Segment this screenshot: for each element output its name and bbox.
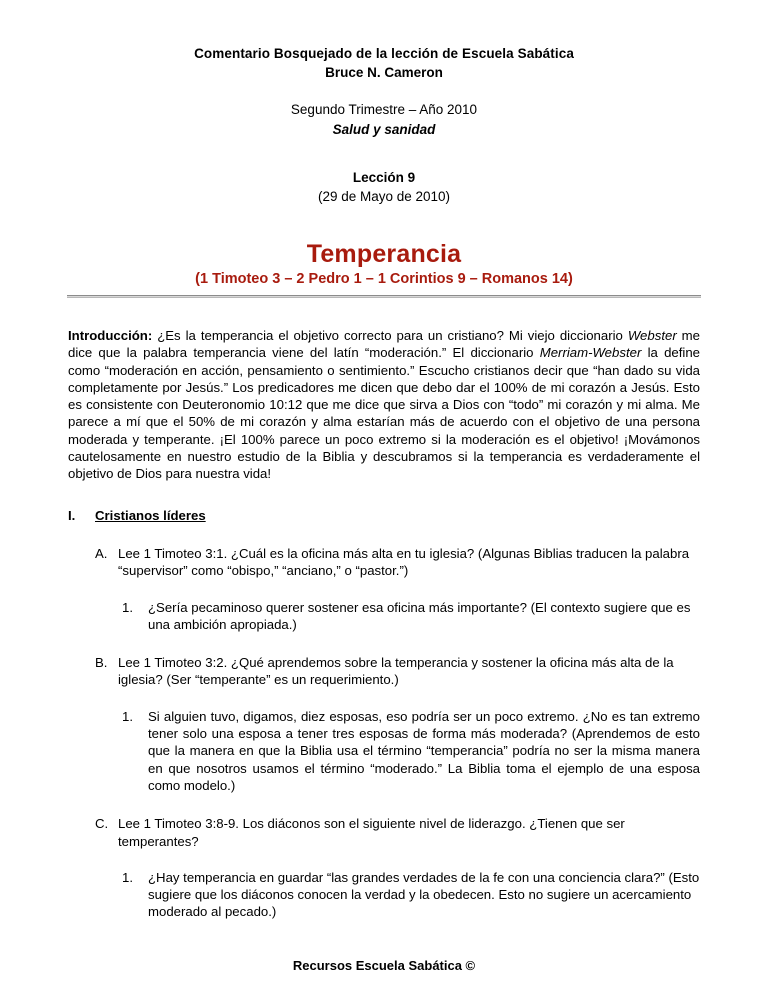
outline-item-c bbox=[68, 815, 700, 850]
section-number: I. bbox=[68, 507, 76, 523]
outline-item-b-text: Lee 1 Timoteo 3:2. ¿Qué aprendemos sobre la temperancia y sostener la oficina más alta de la iglesia? (Ser “temperante” es un requerimiento.) bbox=[118, 655, 674, 688]
outline-item-b-1-marker: 1. bbox=[122, 708, 133, 724]
outline-item-a-1-text: ¿Sería pecaminoso querer sostener esa oficina más importante? (El contexto sugiere que es una ambición apropiada.) bbox=[148, 599, 691, 632]
introduction-text-2: me dice que la palabra temperancia viene del latín “moderación.” El diccionario bbox=[68, 328, 700, 361]
outline-item-a-1-marker: 1. bbox=[122, 599, 133, 615]
document-author: Bruce N. Cameron bbox=[325, 65, 443, 80]
lesson-number: Lección 9 bbox=[352, 170, 416, 185]
outline-item-a bbox=[68, 545, 700, 580]
page-title: Temperancia bbox=[306, 240, 462, 268]
introduction-label: Introducción: bbox=[68, 328, 153, 343]
introduction-italic-merriam-webster: Merriam-Webster bbox=[539, 345, 642, 361]
title-references: (1 Timoteo 3 – 2 Pedro 1 – 1 Corintios 9 – Romanos 14) bbox=[195, 271, 573, 287]
document-header bbox=[0, 0, 768, 206]
section-i bbox=[68, 507, 700, 921]
section-title: Cristianos líderes bbox=[95, 507, 206, 523]
outline-item-a-text: Lee 1 Timoteo 3:1. ¿Cuál es la oficina más alta en tu iglesia? (Algunas Biblias traducen la palabra “supervisor” como “obispo,” “anciano,” o “pastor.”) bbox=[118, 545, 690, 579]
introduction-text-1: ¿Es la temperancia el objetivo correcto para un cristiano? Mi viejo diccionario bbox=[152, 328, 628, 343]
section-heading bbox=[68, 507, 700, 524]
quarter-theme: Salud y sanidad bbox=[332, 122, 436, 137]
outline-item-c-1-marker: 1. bbox=[122, 869, 133, 885]
quarter-label: Segundo Trimestre – Año 2010 bbox=[290, 102, 478, 117]
introduction-italic-webster: Webster bbox=[627, 328, 677, 343]
document-title: Comentario Bosquejado de la lección de Escuela Sabática bbox=[194, 46, 574, 61]
outline-item-b bbox=[68, 654, 700, 689]
outline-item-c-1 bbox=[68, 869, 700, 921]
title-block bbox=[0, 240, 768, 289]
lesson-block bbox=[0, 168, 768, 206]
outline-item-b-marker: B. bbox=[95, 655, 108, 671]
outline-item-c-text: Lee 1 Timoteo 3:8-9. Los diáconos son el siguiente nivel de liderazgo. ¿Tienen que ser temperantes? bbox=[118, 816, 625, 849]
lesson-date: (29 de Mayo de 2010) bbox=[317, 189, 451, 204]
outline-item-b-1 bbox=[68, 708, 700, 794]
quarter-block bbox=[0, 100, 768, 140]
outline-item-b-1-text: Si alguien tuvo, digamos, diez esposas, eso podría ser un poco extremo. ¿No es tan extremo tener solo una esposa a tener tres esposas de forma más moderada? (Aprendemos de esto que la manera en que la Biblia usa el término “temperancia” podría no ser la misma manera en que nosotros usamos el término “moderado.” La Biblia toma el ejemplo de una esposa como modelo.) bbox=[148, 708, 700, 793]
introduction-text-3: la define como “moderación en acción, pensamiento o sentimiento.” Escucho cristianos decir que “han dado su vida completamente por Jesús.” Los predicadores me dicen que debo dar el 100% de mi corazón a Jesús. Esto es consistente con Deuteronomio 10:12 que me dice que sirva a Dios con “todo” mi corazón y mi alma. Me parece a mí que el 50% de mi corazón y alma estarían más de acuerdo con el objetivo de una persona moderada y temperante. ¡El 100% parece un poco extremo si la moderación es el objetivo! ¡Movámonos cautelosamente en nuestro estudio de la Biblia y descubramos si la temperancia es verdaderamente el objetivo de Dios para nuestra vida! bbox=[68, 345, 700, 482]
document-body bbox=[0, 327, 768, 921]
outline-item-c-1-text: ¿Hay temperancia en guardar “las grandes verdades de la fe con una conciencia clara?” (Esto sugiere que los diáconos conocen la verdad y la obedecen. Esto no sugiere un acercamiento moderado al pecado.) bbox=[148, 869, 700, 920]
introduction-paragraph bbox=[68, 327, 700, 483]
page-footer: Recursos Escuela Sabática © bbox=[292, 958, 476, 973]
outline-item-a-1 bbox=[68, 599, 700, 634]
outline-item-a-marker: A. bbox=[95, 545, 108, 561]
horizontal-divider bbox=[67, 295, 701, 298]
outline-item-c-marker: C. bbox=[95, 816, 109, 832]
